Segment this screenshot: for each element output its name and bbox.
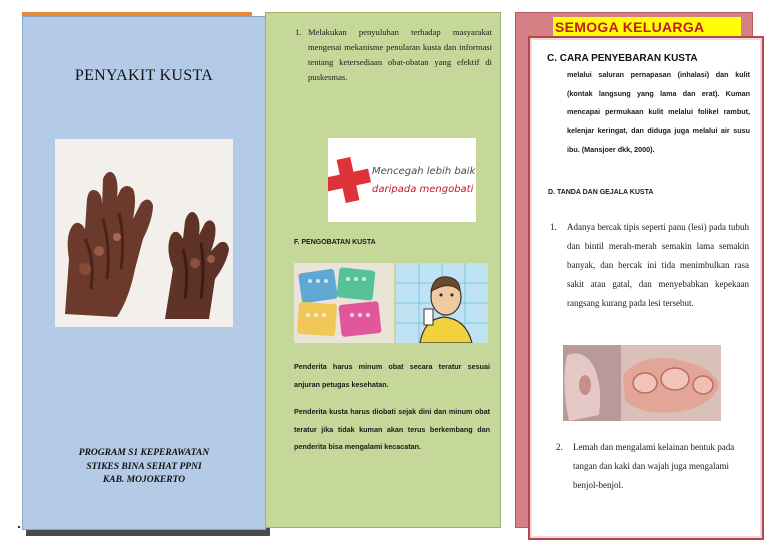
symptom-item bbox=[550, 218, 749, 313]
medicine-pills-photo bbox=[294, 263, 394, 343]
banner-line-2: daripada mengobati bbox=[372, 184, 474, 195]
cover-title: PENYAKIT KUSTA bbox=[74, 67, 214, 84]
prevention-item-text: Melakukan penyuluhan terhadap masyarakat mengenai mekanisme penularan kusta dan informasi tentang ketersediaan obat-obatan yang efektif di puskesmas. bbox=[308, 27, 492, 82]
symptom-item-text: Lemah dan mengalami kelainan bentuk pada tangan dan kaki dan wajah juga mengalami benjol-benjol. bbox=[573, 442, 735, 490]
symptom-item-text: Adanya bercak tipis seperti panu (lesi) pada tubuh dan bintil merah-merah semakin lama semakin banyak, dan bercak ini tida menimbulkan rasa sakit atau gatal, dan menyebabkan kepekaan rangsang kurang pada lesi tersebut. bbox=[567, 222, 749, 308]
institution-line: PROGRAM S1 KEPERAWATAN bbox=[78, 448, 210, 458]
section-f-heading: F. PENGOBATAN KUSTA bbox=[294, 239, 376, 246]
prevention-item bbox=[295, 25, 492, 85]
taking-medicine-cartoon bbox=[396, 263, 488, 343]
page-mark bbox=[18, 526, 20, 528]
family-banner bbox=[553, 17, 741, 37]
list-number: 1. bbox=[295, 27, 302, 37]
treatment-panel bbox=[265, 12, 501, 528]
leprosy-feet-photo bbox=[563, 345, 721, 421]
symptom-item bbox=[556, 438, 749, 495]
section-c-heading: C. CARA PENYEBARAN KUSTA bbox=[547, 53, 698, 64]
list-number: 2. bbox=[556, 442, 563, 452]
section-d-heading: D. TANDA DAN GEJALA KUSTA bbox=[548, 189, 654, 196]
banner-line-1: Mencegah lebih baik bbox=[372, 166, 476, 177]
treatment-paragraph-1: Penderita harus minum obat secara teratur sesuai anjuran petugas kesehatan. bbox=[294, 362, 490, 389]
treatment-paragraph-2: Penderita kusta harus diobati sejak dini dan minum obat teratur jika tidak kuman akan terus berkembang dan penderita bisa mengalami kecacatan. bbox=[294, 407, 490, 451]
institution-line: STIKES BINA SEHAT PPNI bbox=[86, 461, 202, 472]
section-c-text: melalui saluran pernapasan (inhalasi) dan kulit (kontak langsung yang lama dan erat). Kuman mencapai permukaan kulit melalui folikel rambut, kelenjar keringat, dan diduga juga melalui air susu ibu. (Mansjoer dkk, 2000). bbox=[567, 70, 750, 154]
cover-panel bbox=[22, 16, 266, 530]
list-number: 1. bbox=[550, 222, 557, 232]
prevention-banner-image bbox=[328, 138, 476, 222]
family-banner-text: SEMOGA KELUARGA bbox=[555, 19, 705, 35]
institution-line: KAB. MOJOKERTO bbox=[102, 475, 186, 485]
institution-block bbox=[23, 447, 265, 488]
leprosy-hands-photo bbox=[55, 139, 233, 327]
